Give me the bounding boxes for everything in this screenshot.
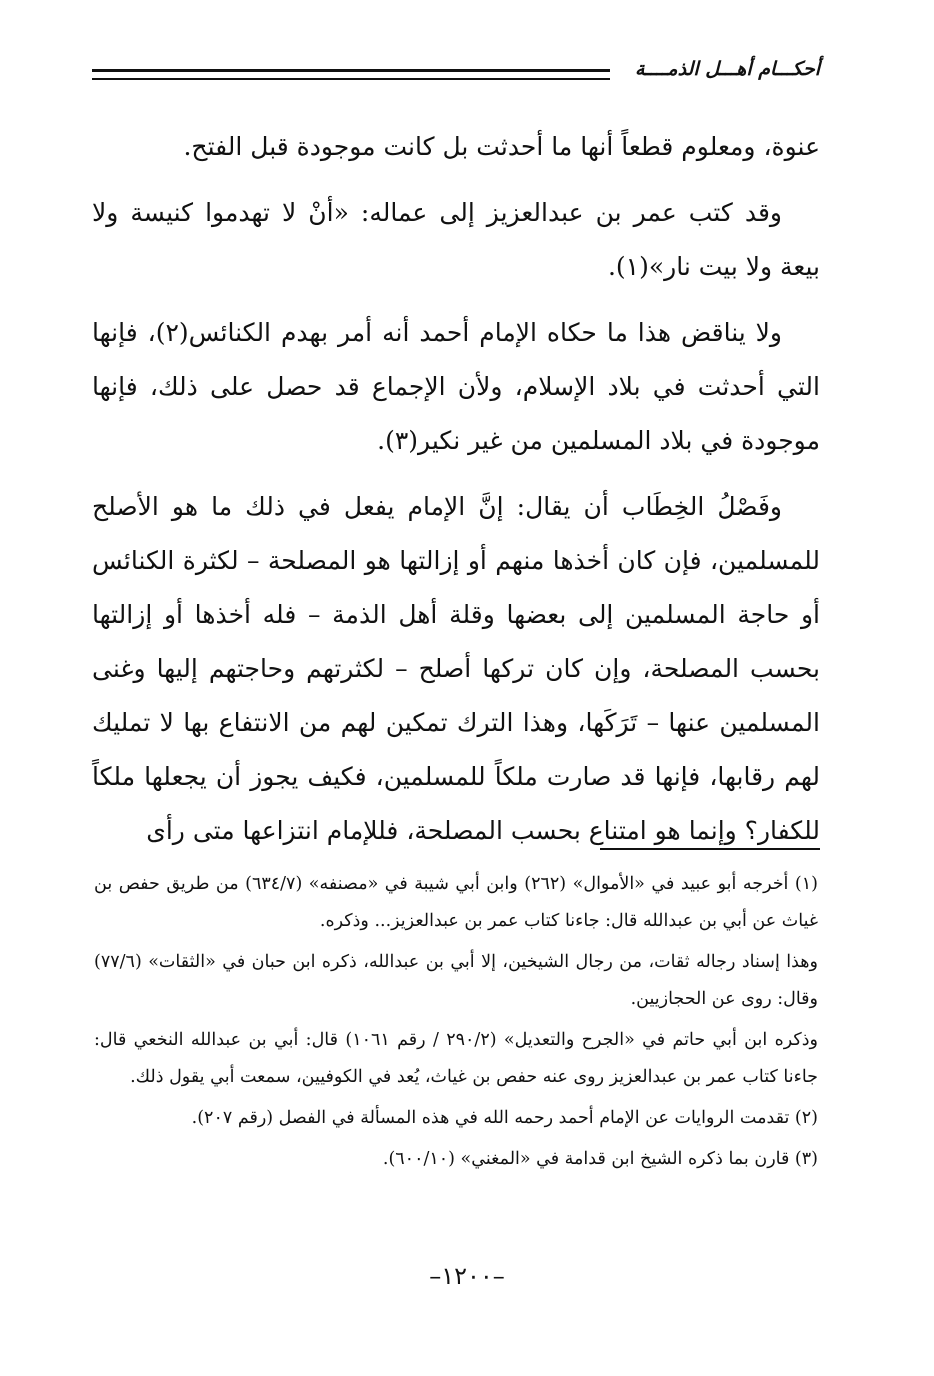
footnote-1-continued-2: وذكره ابن أبي حاتم في «الجرح والتعديل» (٢٩٠/٢ / رقم ١٠٦١) قال: أبي بن عبدالله النخعي قال: جاءنا كتاب عمر بن عبدالعزيز روى عنه حفص بن غياث، يُعد في الكوفيين، سمعت أبي يقول ذلك. (94, 1030, 818, 1087)
footnote-1-continued: وهذا إسناد رجاله ثقات، من رجال الشيخين، إلا أبي بن عبدالله، ذكره ابن حبان في «الثقات» (٧٧/٦) وقال: روى عن الحجازيين. (94, 952, 818, 1009)
footnote-3: (٣) قارن بما ذكره الشيخ ابن قدامة في «المغني» (٦٠٠/١٠). (382, 1149, 818, 1169)
paragraph-2: وقد كتب عمر بن عبدالعزيز إلى عماله: «أنْ لا تهدموا كنيسة ولا بيعة ولا بيت نار»(١). (92, 198, 820, 281)
page-header (92, 58, 820, 88)
footnote-2: (٢) تقدمت الروايات عن الإمام أحمد رحمه الله في هذه المسألة في الفصل (رقم ٢٠٧). (191, 1108, 818, 1128)
paragraph-1: عنوة، ومعلوم قطعاً أنها ما أحدثت بل كانت موجودة قبل الفتح. (183, 132, 820, 161)
header-double-rule (92, 69, 610, 80)
paragraph-3: ولا يناقض هذا ما حكاه الإمام أحمد أنه أمر بهدم الكنائس(٢)، فإنها التي أحدثت في بلاد الإسلام، ولأن الإجماع قد حصل على ذلك، فإنها موجودة في بلاد المسلمين من غير نكير(٣). (92, 318, 821, 455)
paragraph-4: وفَصْلُ الخِطَاب أن يقال: إنَّ الإمام يفعل في ذلك ما هو الأصلح للمسلمين، فإن كان أخذها منهم أو إزالتها هو المصلحة – لكثرة الكنائس أو حاجة المسلمين إلى بعضها وقلة أهل الذمة – فله أخذها أو إزالتها بحسب المصلحة، وإن كان تركها أصلح – لكثرتهم وحاجتهم إليها وغنى المسلمين عنها – تَرَكَها، وهذا الترك تمكين لهم من الانتفاع بها لا تمليك لهم رقابها، فإنها قد صارت ملكاً للمسلمين، فكيف يجوز أن يجعلها ملكاً للكفار؟ وإنما هو امتناع بحسب المصلحة، فللإمام انتزاعها متى رأى (92, 492, 820, 845)
footnote-separator (600, 848, 820, 850)
page-number: –١٢٠٠– (429, 1262, 505, 1290)
footnote-1: (١) أخرجه أبو عبيد في «الأموال» (٢٦٢) وابن أبي شيبة في «مصنفه» (٦٣٤/٧) من طريق حفص بن غياث عن أبي بن عبدالله قال: جاءنا كتاب عمر بن عبدالعزيز... وذكره. (94, 874, 818, 931)
footnotes (94, 866, 818, 1182)
main-text (92, 120, 820, 870)
running-title: أحكـــام أهـــل الذمــــة (627, 58, 820, 80)
